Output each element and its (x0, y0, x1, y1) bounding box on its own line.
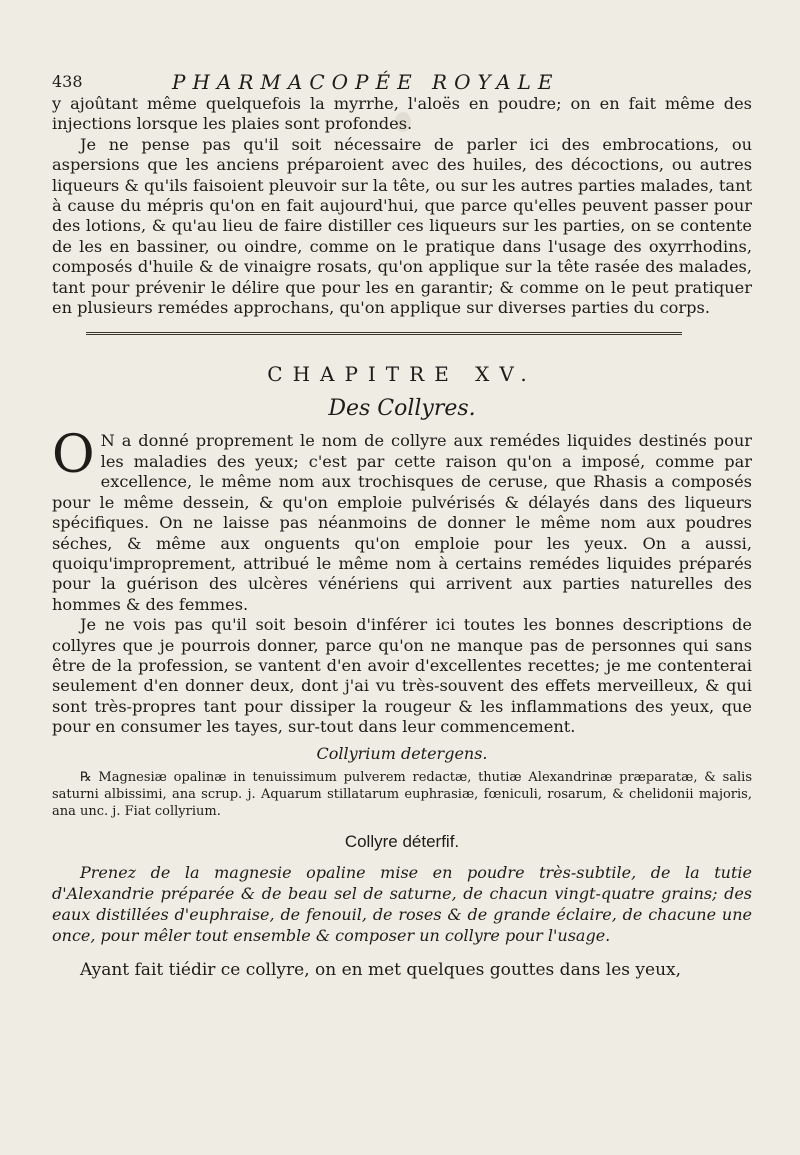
chapter-divider-rule (86, 332, 682, 340)
book-page (52, 70, 752, 980)
running-head: PHARMACOPÉE ROYALE (172, 70, 560, 94)
paragraph-embrocations: Je ne pense pas qu'il soit nécessaire de parler ici des embrocations, ou aspersions que les anciens préparoient avec des huiles, des décoctions, ou autres liqueurs & qu'ils faisoient pleuvoir sur la tête, ou sur les autres parties malades, tant à cause du mépris qu'on en fait aujourd'hui, que parce qu'elles peuvent passer pour des lotions, & qu'au lieu de faire distiller ces liqueurs sur les parties, on se contente de les en bassiner, ou oindre, comme on le pratique dans l'usage des oxyrrhodins, composés d'huile & de vinaigre rosats, qu'on applique sur la tête rasée des malades, tant pour prévenir le délire que pour les en garantir; & comme on le peut pratiquer en plusieurs remédes approchans, qu'on applique sur diverses parties du corps. (52, 134, 752, 318)
recipe-latin-text: ℞ Magnesiæ opalinæ in tenuissimum pulverem redactæ, thutiæ Alexandrinæ præparatæ, & salis saturni albissimi, ana scrup. j. Aquarum stillatarum euphrasiæ, fœniculi, rosarum, & chelidonii majoris, ana unc. j. Fiat collyrium. (52, 769, 752, 819)
paragraph-continuation: y ajoûtant même quelquefois la myrrhe, l'aloës en poudre; on en fait même des injections lorsque les plaies sont profondes. (52, 94, 752, 134)
recipe-french-title: Collyre déterfif. (344, 831, 460, 851)
paragraph-collyres-intro-text: N a donné proprement le nom de collyre aux remédes liquides destinés pour les maladies des yeux; c'est par cette raison qu'on a imposé, comme par excellence, le même nom aux trochisques de ceruse, que Rhasis a composés pour le même dessein, & qu'on emploie pulvérisés & délayés dans des liqueurs spécifiques. On ne laisse pas néanmoins de donner le même nom aux poudres séches, & même aux onguents qu'on emploie pour les yeux. On a aussi, quoiqu'improprement, attribué le même nom à certains remédes liquides préparés pour la guérison des ulcères vénériens qui arrivent aux parties naturelles des hommes & des femmes. (52, 431, 752, 614)
chapter-title: CHAPITRE XV. (267, 362, 537, 387)
recipe-closing-line: Ayant fait tiédir ce collyre, on en met quelques gouttes dans les yeux, (80, 959, 682, 980)
page-number: 438 (52, 72, 83, 91)
recipe-french-text: Prenez de la magnesie opaline mise en poudre très-subtile, de la tutie d'Alexandrie préparée & de beau sel de saturne, de chacun vingt-quatre grains; des eaux distillées d'euphraise, de fenouil, de roses & de grande éclaire, de chacune une once, pour mêler tout ensemble & composer un collyre pour l'usage. (52, 862, 752, 945)
chapter-subtitle: Des Collyres. (328, 396, 476, 422)
recipe-latin-title: Collyrium detergens. (316, 743, 488, 763)
paragraph-descriptions: Je ne vois pas qu'il soit besoin d'inférer ici toutes les bonnes descriptions de collyres que je pourrois donner, parce qu'on ne manque pas de personnes qui sans être de la profession, se vantent d'en avoir d'excellentes recettes; je me contenterai seulement d'en donner deux, dont j'ai vu très-souvent des effets merveilleux, & qui sont très-propres tant pour dissiper la rougeur & les inflammations des yeux, que pour en consumer les tayes, sur-tout dans leur commencement. (52, 615, 752, 737)
drop-cap: O (52, 425, 95, 486)
page-header (52, 70, 752, 94)
paragraph-collyres-intro (52, 425, 752, 615)
